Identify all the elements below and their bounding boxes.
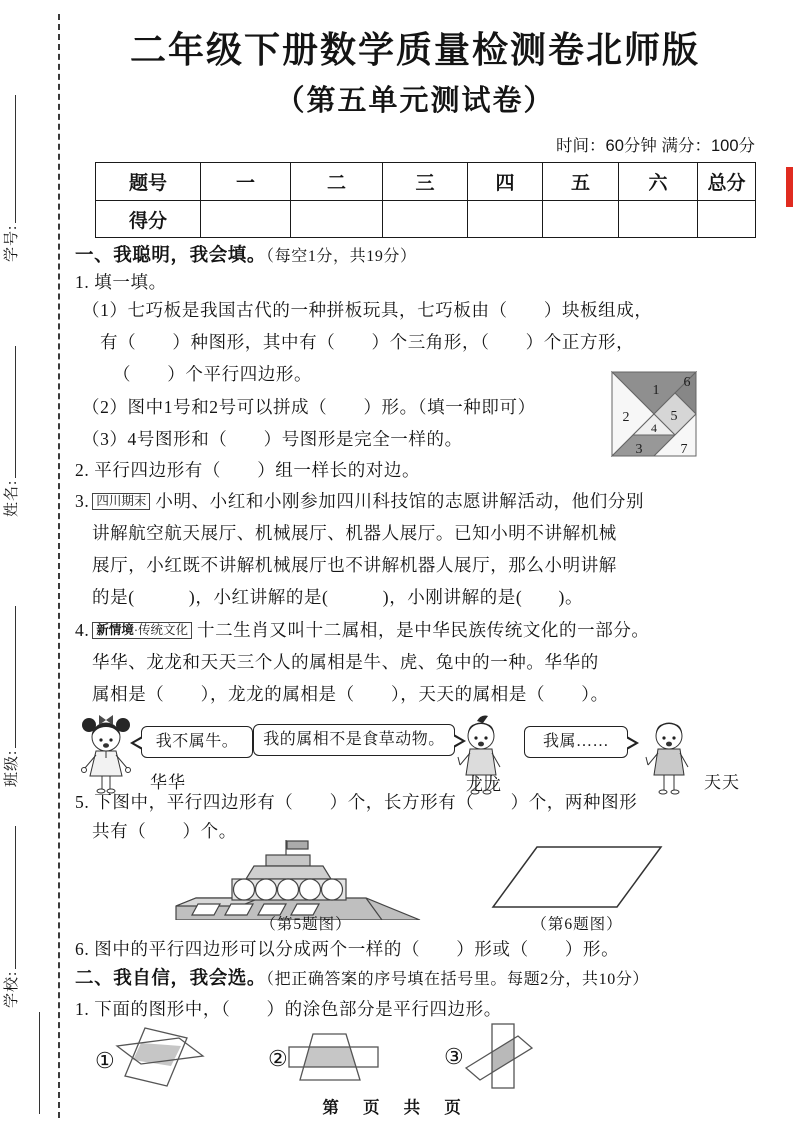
huahua-illustration	[76, 712, 138, 796]
score-table	[95, 162, 756, 238]
exam-info: 时间：60分钟 满分：100分	[556, 137, 755, 155]
question-3-line3: 展厅，小红既不讲解机械展厅也不讲解机器人展厅，那么小明讲解	[92, 555, 617, 575]
tangram-label-2: 2	[622, 410, 630, 425]
tradition-culture-tag	[92, 622, 192, 639]
question-3-line2: 讲解航空航天展厅、机械展厅、机器人展厅。已知小明不讲解机械	[92, 523, 617, 543]
tangram-label-5: 5	[670, 409, 678, 424]
score-header-cell: 四	[468, 163, 543, 201]
section2-heading-text: 二、我自信，我会选。	[75, 967, 267, 988]
score-empty-cell	[543, 201, 619, 238]
character-name-huahua: 华华	[150, 773, 186, 792]
question-1-intro: 1. 填一填。	[75, 272, 167, 292]
page-footer: 第 页 共 页	[322, 1098, 471, 1117]
page-subtitle: （第五单元测试卷）	[275, 85, 555, 117]
option-2-number: ②	[268, 1046, 288, 1071]
tangram-figure	[611, 371, 697, 457]
bubble-tail	[134, 738, 143, 748]
figure5-caption: （第5题图）	[260, 916, 352, 933]
section1-heading-note: （每空1分，共19分）	[266, 248, 417, 265]
ship-figure	[170, 840, 442, 920]
question-2: 2. 平行四边形有（ ）组一样长的对边。	[75, 460, 421, 480]
margin-field-name	[0, 332, 22, 517]
student-number-label: 学号:	[4, 224, 20, 262]
speech-bubble-huahua-text: 我不属牛。	[155, 733, 239, 750]
question-4-line1	[75, 619, 650, 642]
speech-bubble-tiantian	[524, 726, 628, 758]
section1-heading-text: 一、我聪明，我会填。	[75, 244, 267, 265]
question-4-number: 4.	[75, 620, 90, 640]
character-name-tiantian: 天天	[704, 773, 740, 792]
tiantian-illustration	[640, 712, 698, 798]
option-3-number: ③	[444, 1044, 464, 1069]
margin-field-school	[0, 812, 22, 1008]
red-edge-mark	[786, 167, 793, 207]
question-1-2: （2）图中1号和2号可以拼成（ ）形。（填一种即可）	[82, 397, 536, 417]
score-header-cell: 二	[291, 163, 383, 201]
score-header-cell: 题号	[96, 163, 201, 201]
score-empty-cell	[383, 201, 468, 238]
speech-bubble-longlong	[253, 724, 455, 756]
tangram-label-1: 1	[652, 383, 660, 398]
binding-dashed-line	[58, 14, 60, 1118]
school-label: 学校:	[4, 970, 20, 1008]
section1-heading	[75, 243, 417, 268]
score-empty-cell	[291, 201, 383, 238]
margin-field-student-number	[0, 85, 22, 262]
question-3-number: 3.	[75, 491, 90, 511]
parallelogram-figure	[489, 844, 665, 910]
question-1-3: （3）4号图形和（ ）号图形是完全一样的。	[82, 429, 463, 449]
question-4-line3: 属相是（ ），龙龙的属相是（ ），天天的属相是（ ）。	[92, 684, 609, 704]
class-label: 班级:	[4, 749, 20, 787]
section2-heading	[75, 966, 649, 991]
margin-field-class	[0, 592, 22, 787]
character-name-longlong: 龙龙	[466, 775, 502, 794]
option-2-figure	[288, 1032, 380, 1082]
score-empty-cell	[619, 201, 698, 238]
score-empty-cell	[468, 201, 543, 238]
student-number-blank	[0, 95, 16, 223]
option-3-figure	[464, 1022, 538, 1090]
question-1-1-line3: （ ）个平行四边形。	[113, 364, 313, 384]
question-3-line4: 的是( )，小红讲解的是( )，小刚讲解的是( )。	[92, 587, 584, 607]
option-1-number: ①	[95, 1048, 115, 1073]
speech-bubble-longlong-text: 我的属相不是食草动物。	[263, 731, 445, 748]
score-header-cell: 一	[201, 163, 291, 201]
tag-bold-part: 新情境	[96, 623, 134, 637]
score-table-score-row	[96, 201, 756, 238]
score-header-cell: 三	[383, 163, 468, 201]
question-6: 6. 图中的平行四边形可以分成两个一样的（ ）形或（ ）形。	[75, 939, 620, 959]
score-header-cell: 总分	[698, 163, 756, 201]
section2-heading-note: （把正确答案的序号填在括号里。每题2分，共10分）	[266, 971, 650, 988]
figure6-caption: （第6题图）	[531, 916, 623, 933]
tag-rest-part: ·传统文化	[133, 623, 189, 637]
score-empty-cell	[698, 201, 756, 238]
score-header-cell: 六	[619, 163, 698, 201]
question-4-text1: 十二生肖又叫十二属相，是中华民族传统文化的一部分。	[197, 620, 650, 640]
tangram-label-7: 7	[680, 442, 688, 457]
question-3-line1	[75, 490, 644, 513]
name-label: 姓名:	[4, 479, 20, 517]
speech-bubble-huahua	[141, 726, 253, 758]
score-table-header-row	[96, 163, 756, 201]
school-blank	[0, 826, 16, 969]
tangram-label-6: 6	[683, 375, 691, 390]
score-header-cell: 五	[543, 163, 619, 201]
speech-bubble-tiantian-text: 我属……	[542, 733, 609, 750]
question-5-line1: 5. 下图中，平行四边形有（ ）个，长方形有（ ）个，两种图形	[75, 792, 638, 812]
bubble-tail	[626, 738, 635, 748]
sichuan-exam-tag: 四川期末	[92, 493, 150, 510]
question-4-line2: 华华、龙龙和天天三个人的属相是牛、虎、兔中的一种。华华的	[92, 652, 599, 672]
score-row-label: 得分	[96, 201, 201, 238]
question-1-1-line1: （1）七巧板是我国古代的一种拼板玩具，七巧板由（ ）块板组成，	[82, 300, 653, 320]
question-5-line2: 共有（ ）个。	[92, 821, 237, 841]
question-3-text1: 小明、小红和小刚参加四川科技馆的志愿讲解活动，他们分别	[155, 491, 645, 511]
score-empty-cell	[201, 201, 291, 238]
tangram-label-3: 3	[635, 442, 643, 457]
section2-question-1: 1. 下面的图形中，（ ）的涂色部分是平行四边形。	[75, 999, 502, 1019]
option-1-figure	[115, 1026, 207, 1088]
tangram-label-4: 4	[651, 421, 657, 435]
name-blank	[0, 346, 16, 478]
page-title: 二年级下册数学质量检测卷北师版	[129, 29, 700, 70]
question-1-1-line2: 有（ ）种图形，其中有（ ）个三角形，（ ）个正方形，	[100, 332, 635, 352]
class-blank	[0, 606, 16, 748]
